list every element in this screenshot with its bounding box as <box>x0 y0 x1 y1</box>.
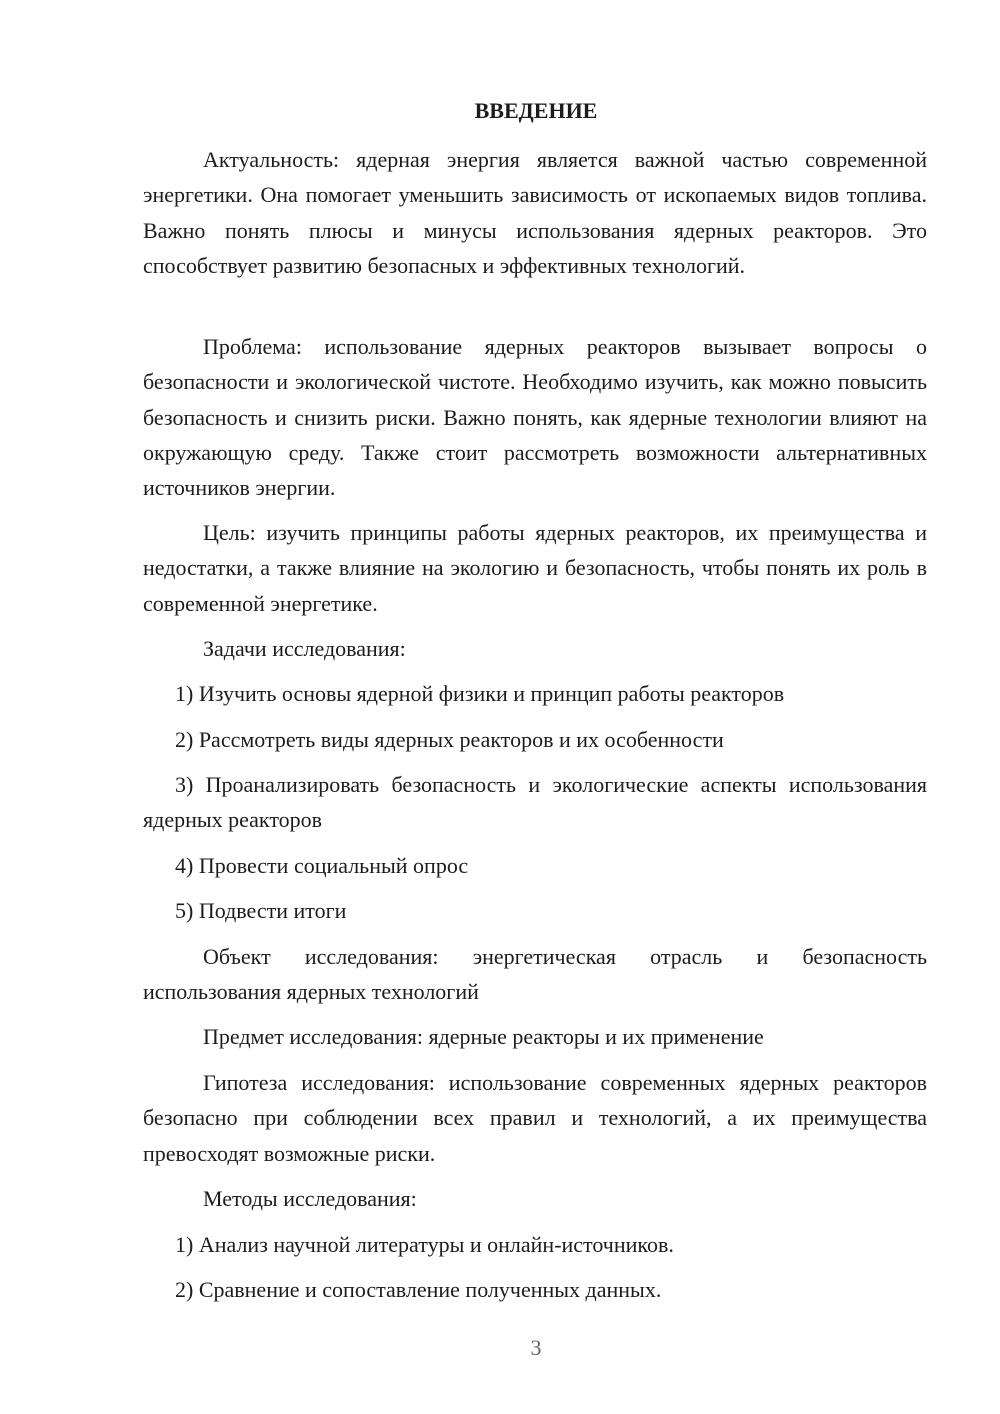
paragraph-hypothesis: Гипотеза исследования: использование современных ядерных реакторов безопасно при соблюдении всех правил и технологий, а их преимущества превосходят возможные риски. <box>143 1070 927 1166</box>
paragraph-subject: Предмет исследования: ядерные реакторы и их применение <box>203 1024 764 1049</box>
list-item-method-2: 2) Сравнение и сопоставление полученных данных. <box>175 1277 662 1302</box>
paragraph-object: Объект исследования: энергетическая отрасль и безопасность использования ядерных технологий <box>143 944 927 1005</box>
list-item-task-1: 1) Изучить основы ядерной физики и принцип работы реакторов <box>175 681 785 706</box>
list-item-task-2: 2) Рассмотреть виды ядерных реакторов и их особенности <box>175 727 724 752</box>
list-item-task-3: 3) Проанализировать безопасность и экологические аспекты использования ядерных реакторов <box>143 772 927 833</box>
paragraph-tasks-heading: Задачи исследования: <box>203 636 406 661</box>
list-item-method-1: 1) Анализ научной литературы и онлайн-источников. <box>175 1232 674 1257</box>
list-item-task-5: 5) Подвести итоги <box>175 898 347 923</box>
page-number: 3 <box>530 1335 542 1360</box>
list-item-task-4: 4) Провести социальный опрос <box>175 853 469 878</box>
paragraph-problem: Проблема: использование ядерных реакторов вызывает вопросы о безопасности и экологической чистоте. Необходимо изучить, как можно повысить безопасность и снизить риски. Важно понять, как ядерные технологии влияют на окружающую среду. Также стоит рассмотреть возможности альтернативных источников энергии. <box>143 334 927 501</box>
paragraph-goal: Цель: изучить принципы работы ядерных реакторов, их преимущества и недостатки, а также влияние на экологию и безопасность, чтобы понять их роль в современной энергетике. <box>143 520 927 616</box>
section-title: ВВЕДЕНИЕ <box>474 98 598 123</box>
paragraph-methods-heading: Методы исследования: <box>203 1186 417 1211</box>
paragraph-relevance: Актуальность: ядерная энергия является важной частью современной энергетики. Она помогает уменьшить зависимость от ископаемых видов топлива. Важно понять плюсы и минусы использования ядерных реакторов. Это способствует развитию безопасных и эффективных технологий. <box>143 147 927 278</box>
